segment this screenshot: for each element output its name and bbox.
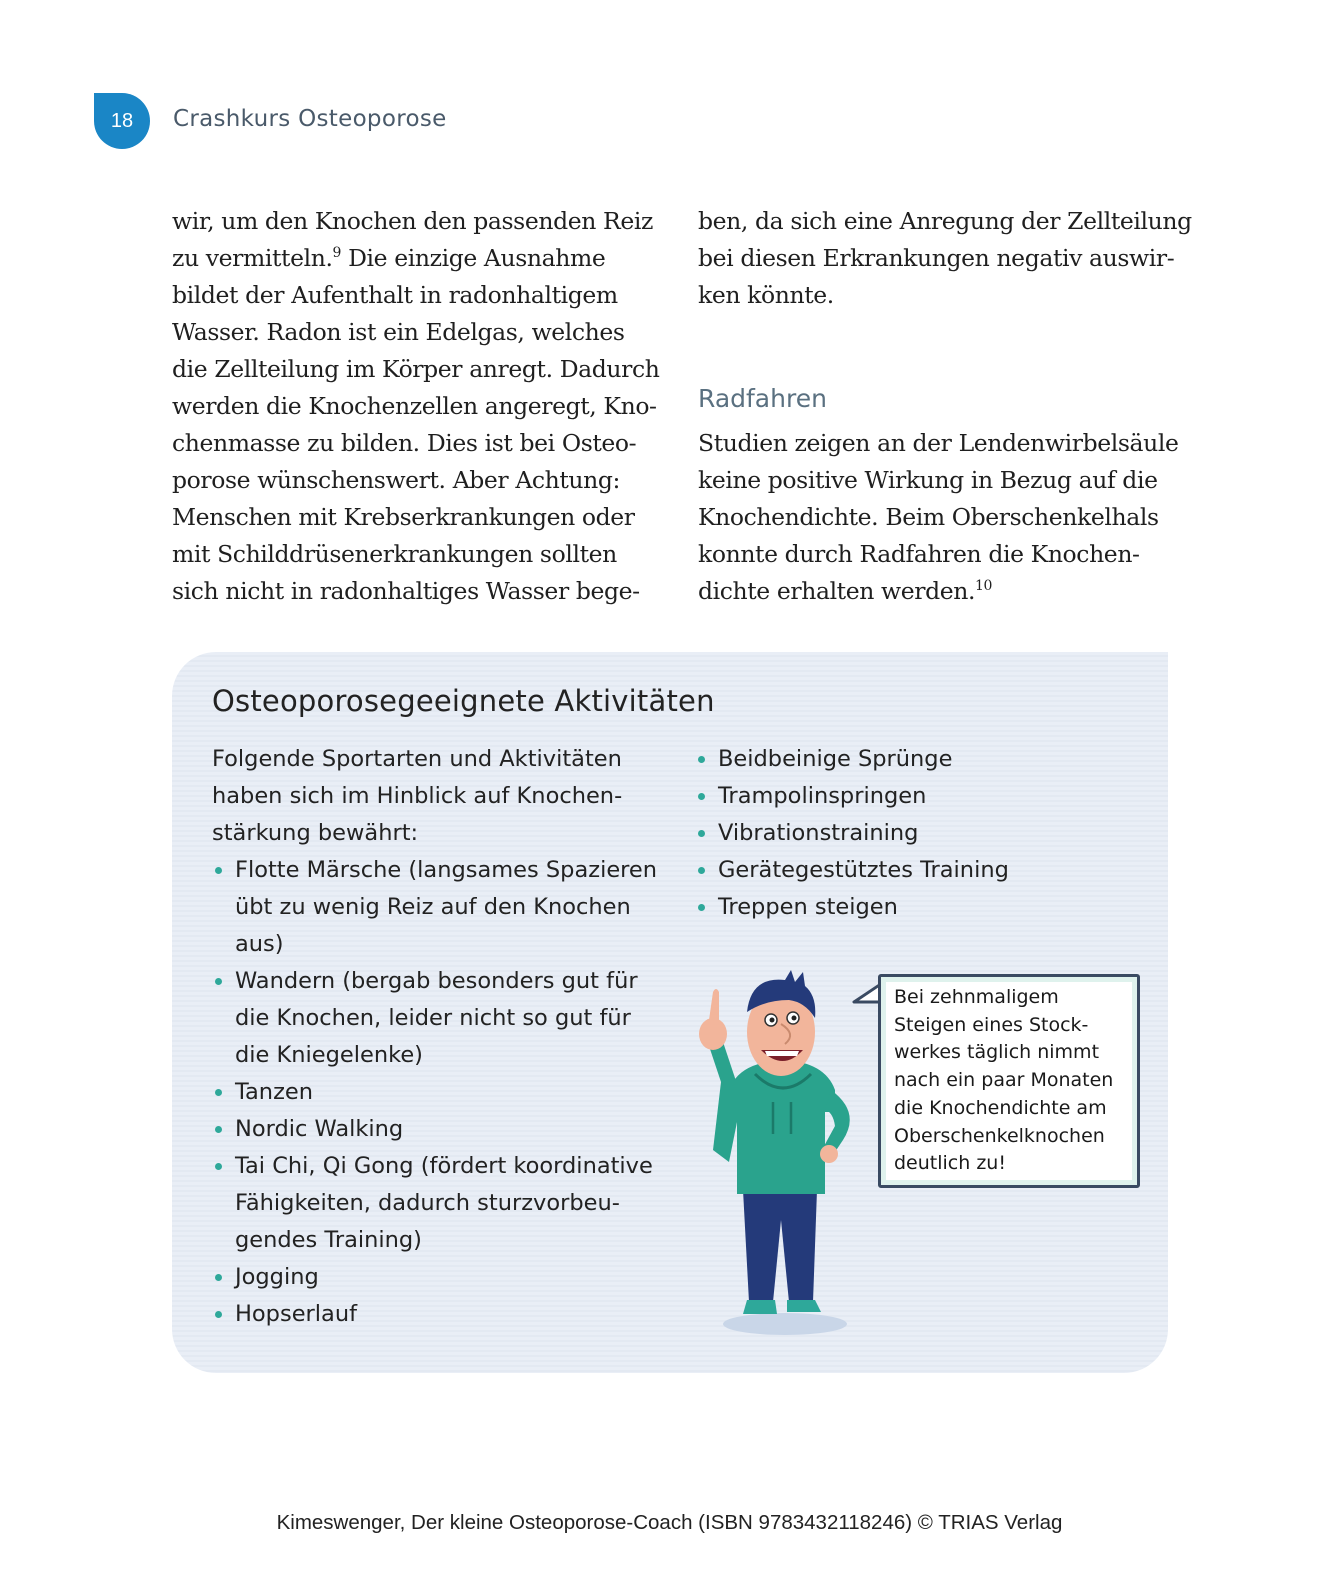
text-line: Knochendichte. Beim Oberschenkelhals xyxy=(698,503,1159,531)
bullet-icon xyxy=(215,1126,222,1133)
list-item-line: die Kniegelenke) xyxy=(235,1042,423,1068)
bullet-icon xyxy=(215,1163,222,1170)
list-item xyxy=(695,852,1009,889)
footnote-ref-9: 9 xyxy=(332,245,342,261)
text-line: sich nicht in radonhaltiges Wasser bege- xyxy=(172,577,640,605)
text-fragment: Die einzige Ausnahme xyxy=(341,244,606,272)
list-item xyxy=(695,815,1009,852)
body-text-left-column xyxy=(172,203,660,610)
text-line: konnte durch Radfahren die Knochen- xyxy=(698,540,1140,568)
section-heading-radfahren: Radfahren xyxy=(698,384,827,413)
text-line: Studien zeigen an der Lendenwirbelsäule xyxy=(698,429,1179,457)
bullet-icon xyxy=(698,793,705,800)
text-line: bildet der Aufenthalt in radonhaltigem xyxy=(172,281,618,309)
list-item-line: Tanzen xyxy=(235,1079,313,1105)
text-fragment: dichte erhalten werden. xyxy=(698,577,976,605)
list-item xyxy=(212,1148,657,1259)
bullet-icon xyxy=(215,1089,222,1096)
text-line: porose wünschenswert. Aber Achtung: xyxy=(172,466,621,494)
list-item-line: Jogging xyxy=(235,1264,319,1290)
intro-line: Folgende Sportarten und Aktivitäten xyxy=(212,746,622,772)
intro-line: haben sich im Hinblick auf Knochen- xyxy=(212,783,623,809)
speech-bubble-text xyxy=(894,984,1134,1178)
bubble-line: werkes täglich nimmt xyxy=(894,1041,1100,1064)
list-item-line: Treppen steigen xyxy=(718,894,898,920)
footer-credit: Kimeswenger, Der kleine Osteoporose-Coach (ISBN 9783432118246) © TRIAS Verlag xyxy=(276,1511,1063,1534)
list-item xyxy=(695,778,1009,815)
list-item xyxy=(212,1259,657,1296)
intro-line: stärkung bewährt: xyxy=(212,820,419,846)
list-item-line: Flotte Märsche (langsames Spazieren xyxy=(235,857,658,883)
list-item-line: die Knochen, leider nicht so gut für xyxy=(235,1005,631,1031)
coach-illustration xyxy=(685,962,875,1342)
info-box-title: Osteoporosegeeignete Aktivitäten xyxy=(212,684,715,718)
list-item-line: Nordic Walking xyxy=(235,1116,404,1142)
list-item-line: Beidbeinige Sprünge xyxy=(718,746,953,772)
text-line: mit Schilddrüsenerkrankungen sollten xyxy=(172,540,617,568)
bullet-icon xyxy=(698,904,705,911)
text-line: chenmasse zu bilden. Dies ist bei Osteo- xyxy=(172,429,637,457)
list-item-line: Vibrationstraining xyxy=(718,820,919,846)
text-line: ben, da sich eine Anregung der Zellteilung xyxy=(698,207,1192,235)
bubble-line: deutlich zu! xyxy=(894,1152,1006,1175)
list-item-line: Fähigkeiten, dadurch sturzvorbeu- xyxy=(235,1190,620,1216)
bullet-icon xyxy=(698,867,705,874)
list-item-line: Hopserlauf xyxy=(235,1301,358,1327)
bullet-icon xyxy=(215,867,222,874)
list-item xyxy=(695,741,1009,778)
text-line xyxy=(172,240,647,277)
bullet-icon xyxy=(698,756,705,763)
text-line: ken könnte. xyxy=(698,281,834,309)
bubble-line: Oberschenkelknochen xyxy=(894,1124,1105,1147)
list-item-line: gendes Training) xyxy=(235,1227,422,1253)
info-box-left-column xyxy=(212,741,657,1333)
bubble-line: Bei zehnmaligem xyxy=(894,986,1059,1008)
bullet-icon xyxy=(215,1274,222,1281)
list-item-line: aus) xyxy=(235,931,284,957)
bubble-line: nach ein paar Monaten xyxy=(894,1069,1114,1092)
text-line: wir, um den Knochen den passenden Reiz xyxy=(172,207,653,235)
footnote-ref-10: 10 xyxy=(975,578,993,594)
text-line: werden die Knochenzellen angeregt, Kno- xyxy=(172,392,657,420)
text-line xyxy=(698,573,1173,610)
text-line: keine positive Wirkung in Bezug auf die xyxy=(698,466,1158,494)
list-item xyxy=(212,852,657,963)
list-item xyxy=(212,1111,657,1148)
list-item xyxy=(212,1296,657,1333)
info-box-right-column xyxy=(695,741,1009,926)
bubble-line: die Knochendichte am xyxy=(894,1096,1107,1119)
list-item xyxy=(212,1074,657,1111)
list-item-line: übt zu wenig Reiz auf den Knochen xyxy=(235,894,631,920)
running-title: Crashkurs Osteoporose xyxy=(173,106,447,132)
text-line: die Zellteilung im Körper anregt. Dadurch xyxy=(172,355,660,383)
list-item xyxy=(695,889,1009,926)
text-line: Wasser. Radon ist ein Edelgas, welches xyxy=(172,318,625,346)
list-item-line: Gerätegestütztes Training xyxy=(718,857,1009,883)
list-item-line: Tai Chi, Qi Gong (fördert koordinative xyxy=(235,1153,653,1179)
bullet-icon xyxy=(698,830,705,837)
page-number-badge: 18 xyxy=(94,93,150,149)
text-fragment: zu vermitteln. xyxy=(172,244,333,272)
list-item xyxy=(212,963,657,1074)
list-item-line: Trampolinspringen xyxy=(718,783,927,809)
bubble-line: Steigen eines Stock- xyxy=(894,1013,1089,1036)
body-text-right-column xyxy=(698,203,1192,314)
text-line: bei diesen Erkrankungen negativ auswir- xyxy=(698,244,1175,272)
text-line: Menschen mit Krebserkrankungen oder xyxy=(172,503,635,531)
bullet-icon xyxy=(215,978,222,985)
list-item-line: Wandern (bergab besonders gut für xyxy=(235,968,638,994)
bullet-icon xyxy=(215,1311,222,1318)
section-text-radfahren xyxy=(698,425,1179,610)
